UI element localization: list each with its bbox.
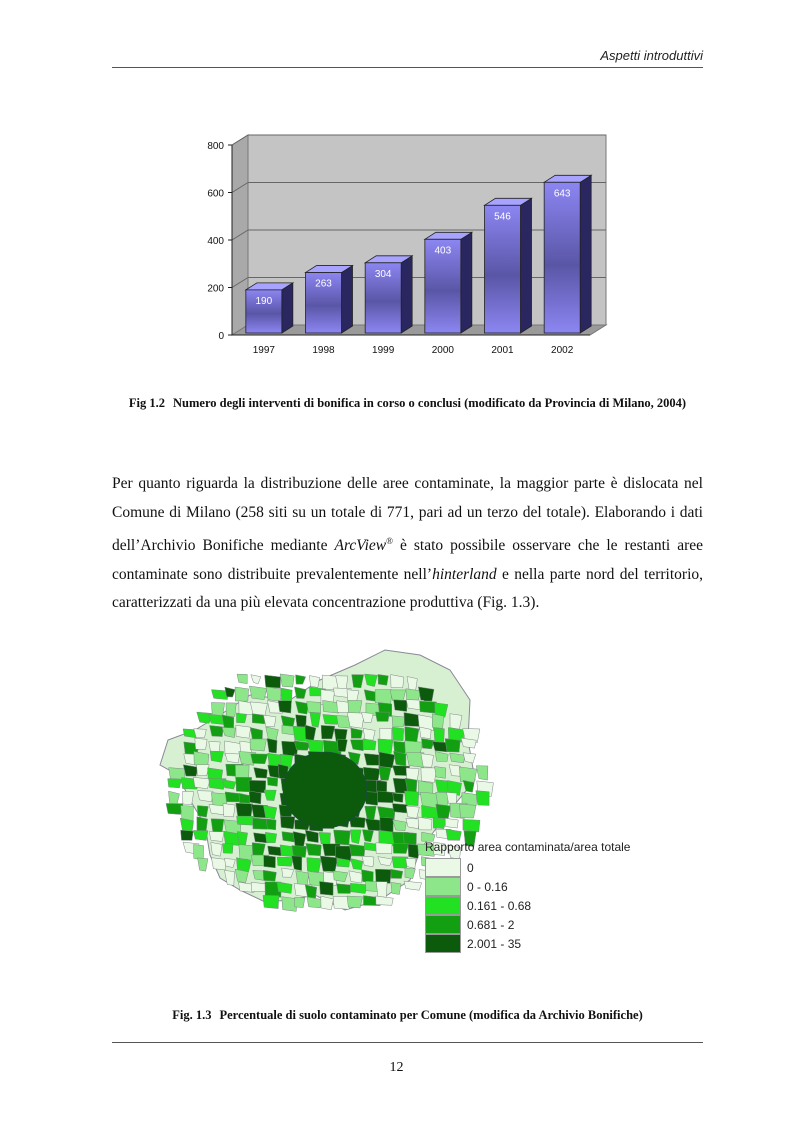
bar-chart: [190, 125, 620, 365]
municipality-area: [294, 687, 306, 699]
bar: [544, 182, 580, 333]
municipality-area: [392, 803, 407, 813]
legend-item: [425, 858, 670, 877]
municipality-area: [195, 738, 207, 749]
bar-side: [342, 266, 353, 333]
municipality-area: [166, 803, 183, 814]
figure-1-label: Fig 1.2: [128, 396, 166, 410]
municipality-area: [405, 778, 417, 792]
data-label: 304: [374, 268, 392, 280]
data-label: 546: [494, 211, 511, 223]
legend-swatch: [425, 896, 461, 915]
data-label: 403: [434, 245, 452, 257]
software-name: ArcView: [334, 537, 387, 555]
municipality-area: [463, 819, 480, 832]
municipality-area: [211, 842, 222, 856]
data-label: 190: [255, 295, 273, 307]
municipality-area: [347, 713, 364, 729]
municipality-area: [250, 739, 266, 751]
municipality-area: [266, 819, 276, 830]
legend-label: 0.681 - 2: [467, 917, 515, 932]
municipality-area: [405, 868, 415, 879]
municipality-area: [197, 791, 213, 802]
municipality-area: [463, 753, 476, 763]
municipality-area: [376, 843, 392, 854]
municipality-area: [278, 701, 291, 713]
municipality-area: [296, 871, 309, 885]
municipality-area: [348, 700, 362, 714]
municipality-area: [263, 895, 279, 908]
figure-2-label: Fig. 1.3: [172, 1008, 212, 1022]
municipality-area: [432, 714, 444, 729]
bar-side: [401, 256, 412, 333]
municipality-area: [391, 882, 401, 894]
municipality-area: [433, 818, 446, 829]
municipality-area: [405, 727, 419, 742]
municipality-area: [377, 791, 395, 803]
legend-swatch: [425, 915, 461, 934]
municipality-area: [436, 804, 451, 818]
x-tick-label: 1999: [372, 345, 395, 356]
municipality-area: [309, 676, 319, 688]
y-tick-label: 400: [207, 236, 224, 247]
municipality-area: [419, 701, 436, 713]
paragraph-part-2: è stato possibile osservare che le restanti aree contaminate sono distribuite prevalentemente nell’: [112, 537, 703, 583]
municipality-area: [393, 793, 404, 802]
x-tick-label: 1997: [252, 345, 275, 356]
municipality-area: [280, 816, 294, 829]
municipality-area: [363, 767, 380, 781]
map-legend: [425, 840, 670, 953]
municipality-area: [223, 804, 235, 817]
legend-item: [425, 896, 670, 915]
municipality-area: [282, 868, 294, 877]
municipality-area: [375, 712, 389, 721]
figure-1-text: Numero degli interventi di bonifica in corso o conclusi (modificato da Provincia di Milano, 2004): [173, 396, 687, 410]
municipality-area: [363, 728, 375, 740]
municipality-area: [225, 687, 235, 697]
municipality-area: [236, 725, 251, 738]
municipality-area: [334, 830, 351, 845]
municipality-area: [236, 713, 246, 723]
municipality-area: [476, 766, 488, 780]
legend-label: 0.161 - 0.68: [467, 898, 532, 913]
municipality-area: [435, 766, 446, 778]
municipality-area: [265, 832, 276, 842]
municipality-area: [193, 777, 210, 789]
municipality-area: [406, 806, 419, 818]
figure-2-text: Percentuale di suolo contaminato per Comune (modifica da Archivio Bonifiche): [219, 1008, 643, 1022]
municipality-area: [364, 754, 379, 766]
municipality-area: [224, 870, 234, 885]
x-tick-label: 2001: [491, 345, 514, 356]
municipality-area: [222, 715, 234, 729]
legend-swatch: [425, 934, 461, 953]
bar-side: [461, 232, 472, 333]
y-tick-label: 600: [207, 188, 224, 200]
x-tick-label: 2002: [551, 345, 574, 356]
municipality-area: [264, 855, 276, 867]
municipality-area: [209, 832, 224, 842]
municipality-area: [280, 674, 294, 687]
x-tick-label: 2000: [431, 345, 454, 356]
municipality-area: [350, 883, 367, 893]
municipality-area: [319, 832, 330, 844]
municipality-area: [197, 806, 208, 818]
data-label: 643: [553, 188, 571, 200]
municipality-area: [194, 751, 209, 766]
municipality-area: [307, 701, 321, 712]
y-tick-label: 200: [207, 283, 224, 295]
municipality-area: [391, 675, 404, 688]
municipality-area: [293, 832, 306, 848]
hinterland-term: hinterland: [432, 565, 497, 583]
municipality-area: [226, 703, 236, 717]
municipality-area: [404, 881, 422, 890]
municipality-area: [197, 765, 210, 776]
municipality-area: [378, 674, 388, 685]
footer-rule: [112, 1042, 703, 1043]
municipality-area: [320, 856, 338, 872]
legend-label: 2.001 - 35: [467, 936, 522, 951]
municipality-area: [349, 844, 365, 856]
municipality-area: [446, 829, 461, 840]
figure-1-caption: [112, 390, 703, 416]
municipality-area: [263, 806, 276, 820]
municipality-area: [365, 819, 382, 831]
municipality-area: [347, 896, 363, 908]
municipality-area: [460, 804, 477, 818]
municipality-area: [263, 870, 276, 881]
page-number: 12: [389, 1060, 404, 1075]
legend-label: 0: [467, 860, 474, 875]
municipality-area: [210, 751, 224, 762]
municipality-area: [183, 791, 194, 804]
legend-swatch: [425, 858, 461, 877]
municipality-area: [307, 897, 322, 908]
municipality-area: [295, 897, 305, 907]
municipality-area: [445, 818, 458, 828]
municipality-area: [376, 896, 393, 905]
municipality-area: [296, 675, 306, 684]
municipality-area: [378, 739, 393, 754]
legend-item: [425, 934, 670, 953]
municipality-area: [237, 674, 247, 684]
figure-2-caption: [112, 1002, 703, 1028]
bar-side: [282, 283, 293, 333]
municipality-area: [211, 858, 226, 870]
municipality-area: [459, 767, 477, 782]
municipality-area: [237, 816, 254, 825]
municipality-area: [392, 727, 403, 740]
municipality-area: [434, 728, 445, 743]
municipality-area: [194, 729, 207, 738]
municipality-area: [265, 675, 281, 688]
registered-mark: ®: [386, 536, 393, 546]
municipality-area: [306, 843, 322, 855]
municipality-area: [181, 830, 194, 840]
legend-item: [425, 915, 670, 934]
municipality-area: [211, 819, 224, 834]
municipality-area: [307, 858, 321, 873]
milano-city-area: [283, 752, 367, 828]
municipality-area: [235, 687, 249, 701]
municipality-area: [266, 687, 281, 701]
municipality-area: [404, 791, 418, 806]
body-paragraph: [112, 470, 703, 618]
municipality-area: [249, 686, 266, 700]
municipality-area: [394, 700, 407, 712]
municipality-area: [421, 768, 437, 783]
municipality-area: [376, 882, 387, 898]
legend-item: [425, 877, 670, 896]
municipality-area: [319, 881, 333, 895]
municipality-area: [225, 753, 240, 763]
municipality-area: [193, 830, 208, 840]
municipality-area: [445, 739, 460, 753]
bar-chart-svg: [190, 125, 620, 365]
municipality-area: [375, 690, 392, 704]
legend-swatch: [425, 877, 461, 896]
municipality-area: [210, 725, 224, 736]
legend-label: 0 - 0.16: [467, 879, 508, 894]
municipality-area: [198, 858, 208, 871]
municipality-area: [421, 754, 434, 768]
municipality-area: [251, 754, 268, 764]
y-tick-label: 800: [207, 141, 224, 152]
x-tick-label: 1998: [312, 345, 335, 356]
legend-title: Rapporto area contaminata/area totale: [425, 840, 631, 854]
municipality-area: [333, 871, 347, 882]
bar: [485, 205, 521, 333]
bar-side: [580, 175, 591, 333]
running-header: Aspetti introduttivi: [600, 48, 703, 63]
municipality-area: [268, 846, 282, 856]
municipality-area: [476, 791, 489, 806]
bar-side: [521, 198, 532, 333]
municipality-area: [393, 843, 408, 853]
municipality-area: [263, 715, 276, 727]
municipality-area: [277, 857, 293, 866]
y-tick-label: 0: [218, 331, 224, 342]
data-label: 263: [315, 278, 332, 290]
municipality-area: [418, 817, 432, 830]
municipality-area: [168, 779, 182, 788]
paragraph-part-1: Per quanto riguarda la distribuzione delle aree contaminate, la maggior parte è dislocata nel Comune di Milano (258 siti su un totale di 771, pari ad un terzo del totale). Elaborando i dati dell’Archivio Bonifiche mediante: [112, 475, 703, 555]
municipality-area: [361, 870, 373, 883]
municipality-area: [249, 791, 261, 804]
municipality-area: [418, 687, 434, 701]
municipality-area: [251, 675, 261, 684]
municipality-area: [249, 780, 266, 792]
municipality-area: [375, 869, 391, 883]
paragraph-part-3: e nella parte nord del territorio, caratterizzati da una più elevata concentrazione produttiva (Fig. 1.3).: [112, 565, 704, 612]
header-rule: [112, 67, 703, 68]
municipality-area: [392, 716, 405, 727]
municipality-area: [194, 844, 204, 860]
municipality-area: [267, 777, 277, 786]
municipality-area: [222, 844, 233, 854]
